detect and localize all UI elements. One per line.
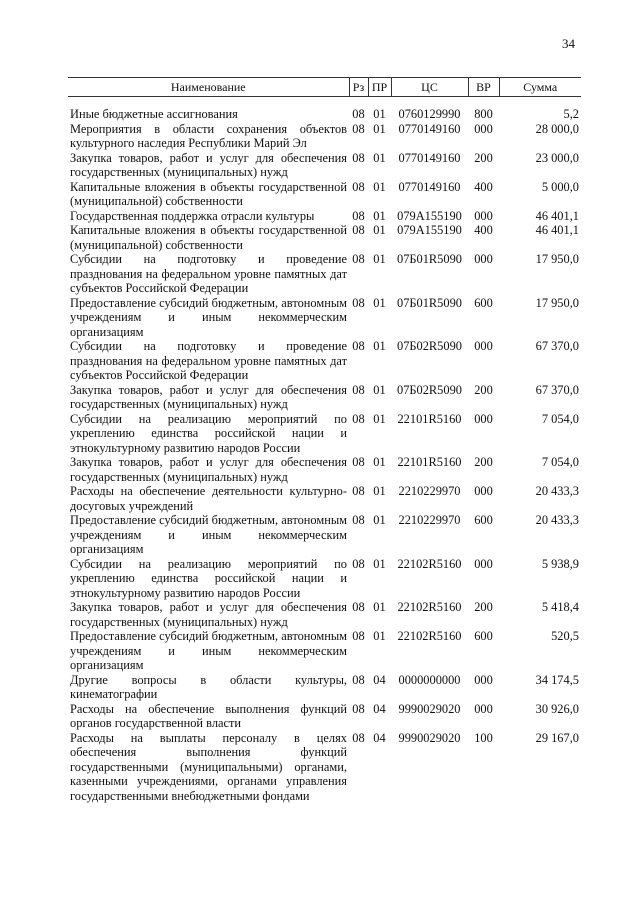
row-rz: 08 — [352, 513, 365, 527]
row-sum: 7 054,0 — [541, 411, 579, 426]
row-vr: 600 — [474, 513, 493, 527]
row-rz: 08 — [352, 484, 365, 498]
table-header-row — [68, 78, 581, 97]
row-rz: 08 — [352, 179, 365, 194]
row-vr: 100 — [474, 730, 493, 745]
table-row — [68, 731, 581, 804]
row-pr: 01 — [373, 295, 386, 310]
row-cs: 2210229970 — [398, 484, 461, 498]
table-row — [68, 600, 581, 629]
row-sum: 34 174,5 — [535, 672, 579, 687]
table-row — [68, 557, 581, 601]
table-row — [68, 209, 581, 224]
row-vr: 000 — [474, 672, 493, 687]
row-pr: 01 — [373, 150, 386, 165]
row-pr: 04 — [373, 672, 386, 687]
row-pr: 04 — [373, 730, 386, 745]
row-rz: 08 — [352, 150, 365, 165]
row-sum: 23 000,0 — [535, 150, 579, 165]
row-cs: 079A155190 — [397, 208, 462, 223]
row-cs: 0770149160 — [398, 121, 461, 136]
row-sum: 5 938,9 — [541, 556, 579, 571]
row-vr: 000 — [474, 484, 493, 498]
row-sum: 17 950,0 — [535, 295, 579, 310]
row-cs: 22102R5160 — [397, 600, 462, 614]
row-sum: 7 054,0 — [541, 455, 579, 469]
row-pr: 01 — [373, 411, 386, 426]
row-pr: 01 — [373, 484, 386, 498]
row-cs: 07Б02R5090 — [397, 339, 462, 353]
row-vr: 200 — [474, 455, 493, 469]
table-row — [68, 383, 581, 412]
row-cs: 0760129990 — [398, 107, 461, 121]
row-vr: 800 — [474, 107, 493, 121]
row-cs: 22102R5160 — [397, 556, 462, 571]
row-name: Мероприятия в области сохранения объектов культурного наследия Республики Марий Эл — [70, 121, 347, 150]
row-rz: 08 — [352, 208, 365, 223]
row-rz: 08 — [352, 295, 365, 310]
row-name: Иные бюджетные ассигнования — [70, 107, 238, 121]
row-name: Расходы на обеспечение деятельности культурно-досуговых учреждений — [70, 484, 347, 513]
row-sum: 30 926,0 — [535, 701, 579, 716]
row-vr: 200 — [474, 150, 493, 165]
row-pr: 01 — [373, 629, 386, 643]
table-row — [68, 629, 581, 673]
row-rz: 08 — [352, 121, 365, 136]
row-name: Расходы на выплаты персоналу в целях обеспечения выполнения функций государственными (муниципальными) органами, казенными учреждениями, органами управления государственными внебюджетными фондами — [70, 730, 347, 803]
row-rz: 08 — [352, 701, 365, 716]
row-pr: 01 — [373, 223, 386, 237]
row-rz: 08 — [352, 455, 365, 469]
row-pr: 01 — [373, 382, 386, 397]
row-vr: 000 — [474, 208, 493, 223]
row-name: Субсидии на подготовку и проведение празднования на федеральном уровне памятных дат субъектов Российской Федерации — [70, 339, 347, 382]
row-name: Другие вопросы в области культуры, кинематографии — [70, 672, 347, 701]
page-number: 34 — [562, 36, 575, 51]
row-rz: 08 — [352, 107, 365, 121]
table-row — [68, 151, 581, 180]
row-name: Расходы на обеспечение выполнения функций органов государственной власти — [70, 701, 347, 730]
row-name: Субсидии на реализацию мероприятий по укреплению единства российской нации и этнокультурному развитию народов России — [70, 411, 347, 455]
row-name: Закупка товаров, работ и услуг для обеспечения государственных (муниципальных) нужд — [70, 150, 347, 179]
table-row — [68, 107, 581, 122]
table-row — [68, 223, 581, 252]
row-cs: 0770149160 — [398, 150, 461, 165]
row-sum: 67 370,0 — [535, 339, 579, 353]
header-cs: ЦС — [391, 78, 468, 97]
row-cs: 9990029020 — [398, 701, 461, 716]
row-cs: 22101R5160 — [397, 411, 462, 426]
row-pr: 01 — [373, 252, 386, 266]
row-rz: 08 — [352, 629, 365, 643]
row-name: Капитальные вложения в объекты государственной (муниципальной) собственности — [70, 223, 347, 252]
table-row — [68, 702, 581, 731]
table-row — [68, 455, 581, 484]
row-sum: 67 370,0 — [535, 382, 579, 397]
row-pr: 01 — [373, 208, 386, 223]
row-sum: 28 000,0 — [535, 121, 579, 136]
row-sum: 46 401,1 — [535, 223, 579, 237]
row-name: Субсидии на реализацию мероприятий по укреплению единства российской нации и этнокультурному развитию народов России — [70, 556, 347, 600]
row-sum: 520,5 — [551, 629, 579, 643]
header-name: Наименование — [68, 78, 349, 97]
row-pr: 01 — [373, 513, 386, 527]
row-rz: 08 — [352, 223, 365, 237]
row-rz: 08 — [352, 339, 365, 353]
row-cs: 2210229970 — [398, 513, 461, 527]
header-rz: Рз — [349, 78, 368, 97]
table-row — [68, 513, 581, 557]
header-pr: ПР — [368, 78, 391, 97]
row-cs: 9990029020 — [398, 730, 461, 745]
row-rz: 08 — [352, 252, 365, 266]
row-vr: 000 — [474, 411, 493, 426]
row-rz: 08 — [352, 672, 365, 687]
row-pr: 01 — [373, 339, 386, 353]
row-cs: 22102R5160 — [397, 629, 462, 643]
row-pr: 01 — [373, 107, 386, 121]
table-row — [68, 180, 581, 209]
row-vr: 200 — [474, 382, 493, 397]
row-vr: 000 — [474, 701, 493, 716]
row-pr: 01 — [373, 556, 386, 571]
row-cs: 079A155190 — [397, 223, 462, 237]
row-name: Закупка товаров, работ и услуг для обеспечения государственных (муниципальных) нужд — [70, 382, 347, 411]
row-pr: 04 — [373, 701, 386, 716]
row-rz: 08 — [352, 556, 365, 571]
table-row — [68, 339, 581, 383]
row-cs: 07Б01R5090 — [397, 252, 462, 266]
row-vr: 000 — [474, 121, 493, 136]
row-name: Предоставление субсидий бюджетным, автономным учреждениям и иным некоммерческим организациям — [70, 295, 347, 339]
row-sum: 29 167,0 — [535, 730, 579, 745]
header-sum: Сумма — [499, 78, 581, 97]
table-row — [68, 252, 581, 296]
row-pr: 01 — [373, 121, 386, 136]
row-name: Государственная поддержка отрасли культуры — [70, 208, 315, 223]
row-sum: 5 418,4 — [541, 600, 579, 614]
row-sum: 17 950,0 — [535, 252, 579, 266]
row-cs: 07Б02R5090 — [397, 382, 462, 397]
row-name: Предоставление субсидий бюджетным, автономным учреждениям и иным некоммерческим организациям — [70, 513, 347, 556]
row-name: Закупка товаров, работ и услуг для обеспечения государственных (муниципальных) нужд — [70, 455, 347, 484]
row-vr: 400 — [474, 223, 493, 237]
row-pr: 01 — [373, 600, 386, 614]
row-rz: 08 — [352, 382, 365, 397]
table-row — [68, 122, 581, 151]
row-sum: 5,2 — [563, 107, 579, 121]
row-rz: 08 — [352, 730, 365, 745]
row-vr: 000 — [474, 339, 493, 353]
row-name: Субсидии на подготовку и проведение празднования на федеральном уровне памятных дат субъектов Российской Федерации — [70, 252, 347, 295]
row-rz: 08 — [352, 411, 365, 426]
table-row — [68, 484, 581, 513]
row-cs: 0000000000 — [398, 672, 461, 687]
row-vr: 000 — [474, 252, 493, 266]
row-vr: 200 — [474, 600, 493, 614]
row-sum: 5 000,0 — [541, 179, 579, 194]
row-sum: 20 433,3 — [535, 513, 579, 527]
row-vr: 400 — [474, 179, 493, 194]
row-vr: 600 — [474, 295, 493, 310]
row-sum: 46 401,1 — [535, 208, 579, 223]
row-vr: 600 — [474, 629, 493, 643]
row-pr: 01 — [373, 179, 386, 194]
row-cs: 0770149160 — [398, 179, 461, 194]
row-rz: 08 — [352, 600, 365, 614]
row-name: Предоставление субсидий бюджетным, автономным учреждениям и иным некоммерческим организациям — [70, 629, 347, 672]
row-sum: 20 433,3 — [535, 484, 579, 498]
row-vr: 000 — [474, 556, 493, 571]
budget-table — [68, 77, 581, 803]
table-row — [68, 412, 581, 456]
table-row — [68, 673, 581, 702]
row-cs: 22101R5160 — [397, 455, 462, 469]
table-row — [68, 296, 581, 340]
header-gap — [68, 97, 581, 108]
row-name: Капитальные вложения в объекты государственной (муниципальной) собственности — [70, 179, 347, 208]
row-name: Закупка товаров, работ и услуг для обеспечения государственных (муниципальных) нужд — [70, 600, 347, 629]
row-cs: 07Б01R5090 — [397, 295, 462, 310]
row-pr: 01 — [373, 455, 386, 469]
header-vr: ВР — [468, 78, 499, 97]
